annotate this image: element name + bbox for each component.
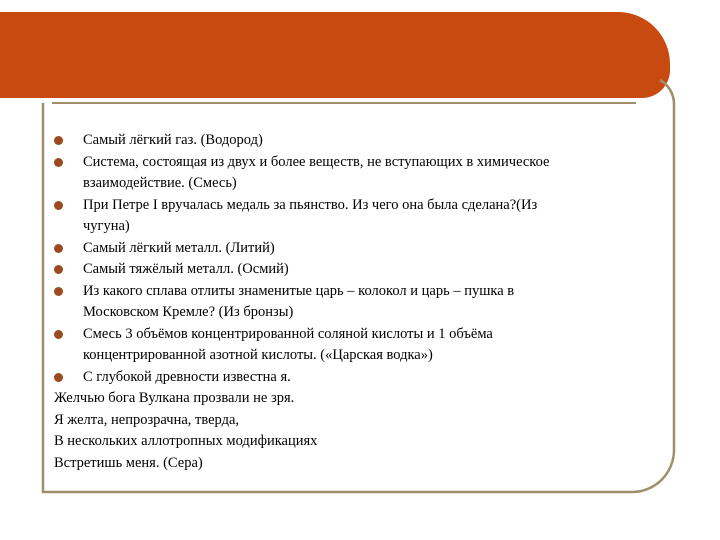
header-banner <box>0 12 670 98</box>
content-area <box>54 130 584 474</box>
bullet-item <box>54 238 584 260</box>
bullet-dot <box>54 373 63 382</box>
bullet-dot <box>54 158 63 167</box>
bullet-dot <box>54 287 63 296</box>
bullet-dot <box>54 265 63 274</box>
bullet-item <box>54 152 584 195</box>
verse-line: В нескольких аллотропных модификациях <box>54 433 318 449</box>
bullet-text: С глубокой древности известна я. <box>83 368 291 385</box>
bullet-item <box>54 130 584 152</box>
bullet-text: Система, состоящая из двух и более веществ, не вступающих в химическое взаимодействие. (Смесь) <box>83 153 550 191</box>
bullet-dot <box>54 330 63 339</box>
bullet-item <box>54 281 584 324</box>
bullet-dot <box>54 201 63 210</box>
bullet-item <box>54 324 584 367</box>
bullet-text: Самый лёгкий газ. (Водород) <box>83 132 263 148</box>
bullet-text: Самый тяжёлый металл. (Осмий) <box>83 261 289 277</box>
bullet-item <box>54 259 584 281</box>
bullet-text: При Петре I вручалась медаль за пьянство. Из чего она была сделана?(Из чугуна) <box>83 196 538 234</box>
bullet-dot <box>54 136 63 145</box>
bullet-text: Смесь 3 объёмов концентрированной соляной кислоты и 1 объёма концентрированной азотной кислоты. («Царская водка») <box>83 325 493 363</box>
bullet-dot <box>54 244 63 253</box>
bullet-text: Самый лёгкий металл. (Литий) <box>83 239 275 256</box>
verse-line: Желчью бога Вулкана прозвали не зря. <box>54 390 295 406</box>
verse-line: Встретишь меня. (Сера) <box>54 454 203 471</box>
bullet-item <box>54 195 584 238</box>
bullet-item <box>54 367 584 389</box>
bullet-text: Из какого сплава отлиты знаменитые царь – колокол и царь – пушка в Московском Кремле? (Из бронзы) <box>83 282 515 320</box>
verse-line: Я желта, непрозрачна, тверда, <box>54 411 240 428</box>
